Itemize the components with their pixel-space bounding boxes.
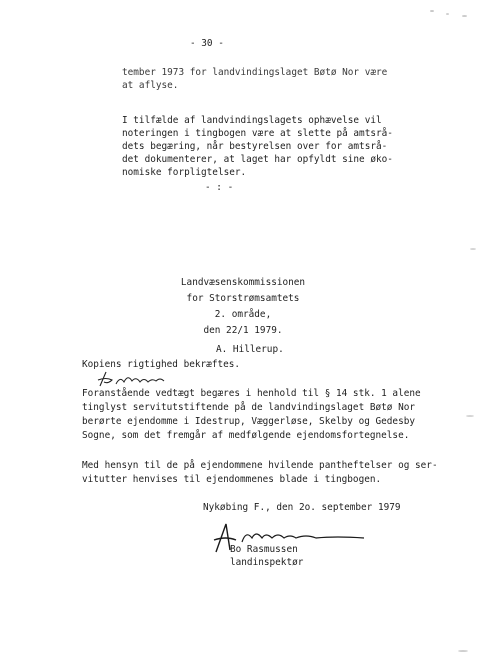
text-line: tinglyst servitutstiftende på de landvindingslaget Bøtø Nor <box>82 402 416 413</box>
paragraph-2 <box>122 114 393 179</box>
text-line: det dokumenterer, at laget har opfyldt sine øko- <box>122 154 393 165</box>
text-line: Med hensyn til de på ejendommene hvilende pantheftelser og ser- <box>82 460 438 471</box>
text-line: tember 1973 for landvindingslaget Bøtø Nor være <box>122 67 388 78</box>
scan-speck <box>446 13 449 15</box>
scan-speck <box>430 10 434 12</box>
section-separator: - : - <box>205 182 234 193</box>
text-line: vitutter henvises til ejendommenes blade i tingbogen. <box>82 474 382 485</box>
text-line: noteringen i tingbogen være at slette på amtsrå- <box>122 128 393 139</box>
text-line: nomiske forpligtelser. <box>122 167 247 178</box>
scan-speck <box>458 650 468 652</box>
commission-line: for Storstrømsamtets <box>186 293 300 304</box>
signer-name: Bo Rasmussen <box>230 544 298 555</box>
text-line: Foranstående vedtægt begæres i henhold til § 14 stk. 1 alene <box>82 388 421 399</box>
paragraph-3 <box>82 387 421 443</box>
text-line: dets begæring, når bestyrelsen over for amtsrå- <box>122 141 388 152</box>
certification-line: Kopiens rigtighed bekræftes. <box>82 359 241 370</box>
text-line: at aflyse. <box>122 80 179 91</box>
text-line: I tilfælde af landvindingslagets ophævelse vil <box>122 115 382 126</box>
commission-line: Landvæsenskommissionen <box>180 277 306 288</box>
commission-block <box>168 275 318 339</box>
signer-title: landinspektør <box>230 557 304 568</box>
commission-signatory: A. Hillerup. <box>216 344 284 355</box>
text-line: berørte ejendomme i Idestrup, Væggerløse, Skelby og Gedesby <box>82 416 416 427</box>
commission-line: 2. område, <box>214 309 272 320</box>
paragraph-1 <box>122 66 387 92</box>
paragraph-4 <box>82 459 438 487</box>
scan-speck <box>462 15 467 17</box>
scan-speck <box>466 415 474 417</box>
page-number: - 30 - <box>190 38 224 49</box>
place-date: Nykøbing F., den 2o. september 1979 <box>203 502 401 513</box>
text-line: Sogne, som det fremgår af medfølgende ejendomsfortegnelse. <box>82 430 410 441</box>
scan-speck <box>470 248 476 250</box>
commission-line: den 22/1 1979. <box>203 325 283 336</box>
